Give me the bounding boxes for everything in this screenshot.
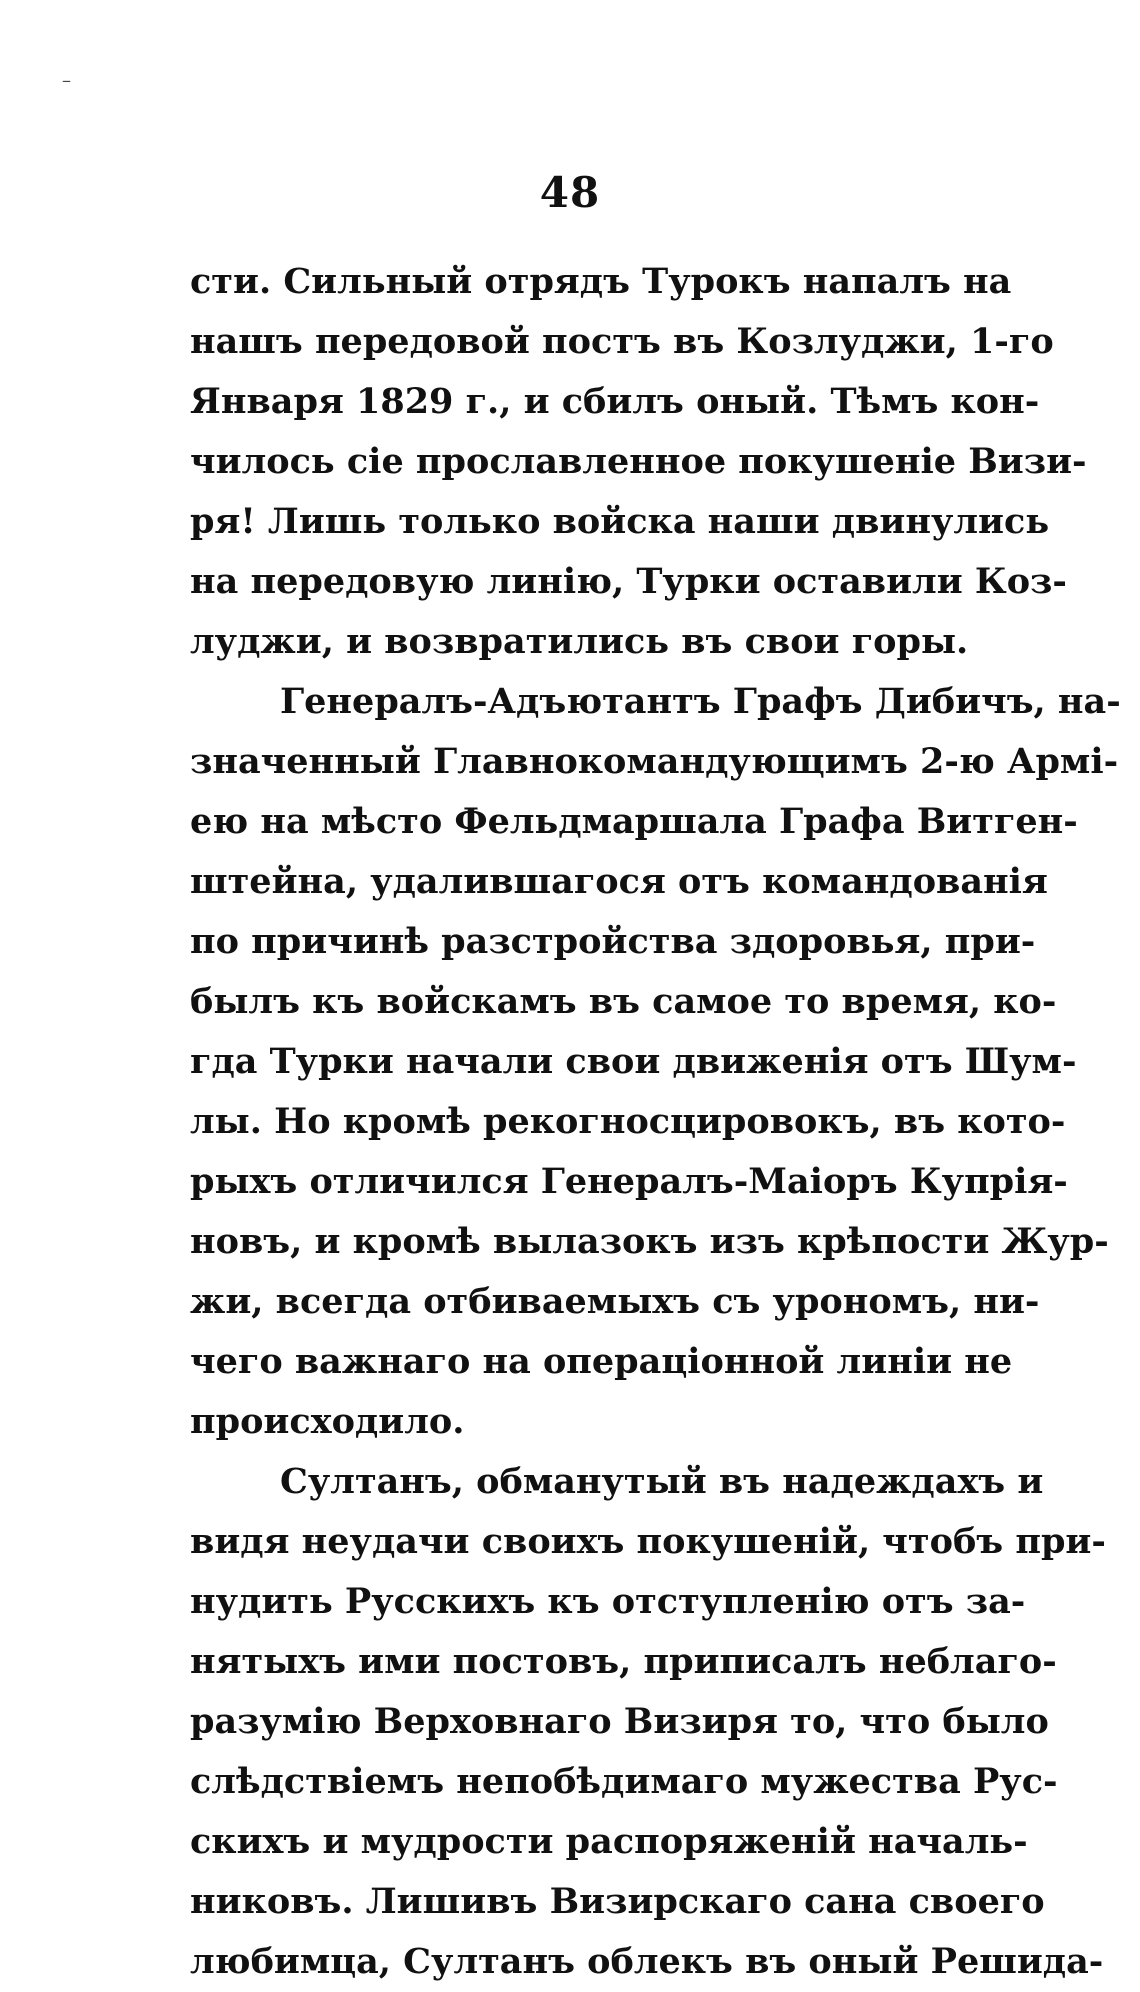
text-line: по причинѣ разстройства здоровья, при- [190,921,1036,962]
text-line: разумію Верховнаго Визиря то, что было [190,1701,1049,1742]
text-line: значенный Главнокомандующимъ 2-ю Армі- [190,741,1119,782]
page-number: 48 [539,168,601,217]
text-line: гда Турки начали свои движенія отъ Шум- [190,1041,1077,1082]
text-line: луджи, и возвратились въ свои горы. [190,621,969,662]
text-line: чего важнаго на операціонной линіи не [190,1341,1013,1382]
text-line: рыхъ отличился Генералъ-Маіоръ Купрія- [190,1161,1068,1202]
paragraph-start-line: Султанъ, обманутый въ надеждахъ и [280,1461,1044,1502]
text-line: чилось сіе прославленное покушеніе Визи- [190,441,1087,482]
text-line: ею на мѣсто Фельдмаршала Графа Витген- [190,801,1078,842]
text-line: нудить Русскихъ къ отступленію отъ за- [190,1581,1026,1622]
text-line: ря! Лишь только войска наши двинулись [190,501,1050,542]
text-line: лы. Но кромѣ рекогносцировокъ, въ кото- [190,1101,1066,1142]
text-line: Января 1829 г., и сбилъ оный. Тѣмъ кон- [190,381,1040,422]
paragraph-start-line: Генералъ-Адъютантъ Графъ Дибичъ, на- [280,681,1121,722]
scan-mark: – [62,70,71,91]
text-line: жи, всегда отбиваемыхъ съ урономъ, ни- [190,1281,1040,1322]
text-line: нашъ передовой постъ въ Козлуджи, 1-го [190,321,1054,362]
page-text [190,252,1121,1992]
text-line: новъ, и кромѣ вылазокъ изъ крѣпости Жур- [190,1221,1109,1262]
text-line: нятыхъ ими постовъ, приписалъ неблаго- [190,1641,1057,1682]
text-line: на передовую линію, Турки оставили Коз- [190,561,1067,602]
text-line: видя неудачи своихъ покушеній, чтобъ при- [190,1521,1106,1562]
text-line: былъ къ войскамъ въ самое то время, ко- [190,981,1057,1022]
text-line: штейна, удалившагося отъ командованія [190,861,1048,902]
text-line: никовъ. Лишивъ Визирскаго сана своего [190,1881,1045,1922]
text-line: сти. Сильный отрядъ Турокъ напалъ на [190,261,1012,302]
text-line: скихъ и мудрости распоряженій началь- [190,1821,1028,1862]
text-line: слѣдствіемъ непобѣдимаго мужества Рус- [190,1761,1058,1802]
text-line: любимца, Султанъ облекъ въ оный Решида- [190,1941,1104,1982]
text-line: происходило. [190,1401,465,1442]
